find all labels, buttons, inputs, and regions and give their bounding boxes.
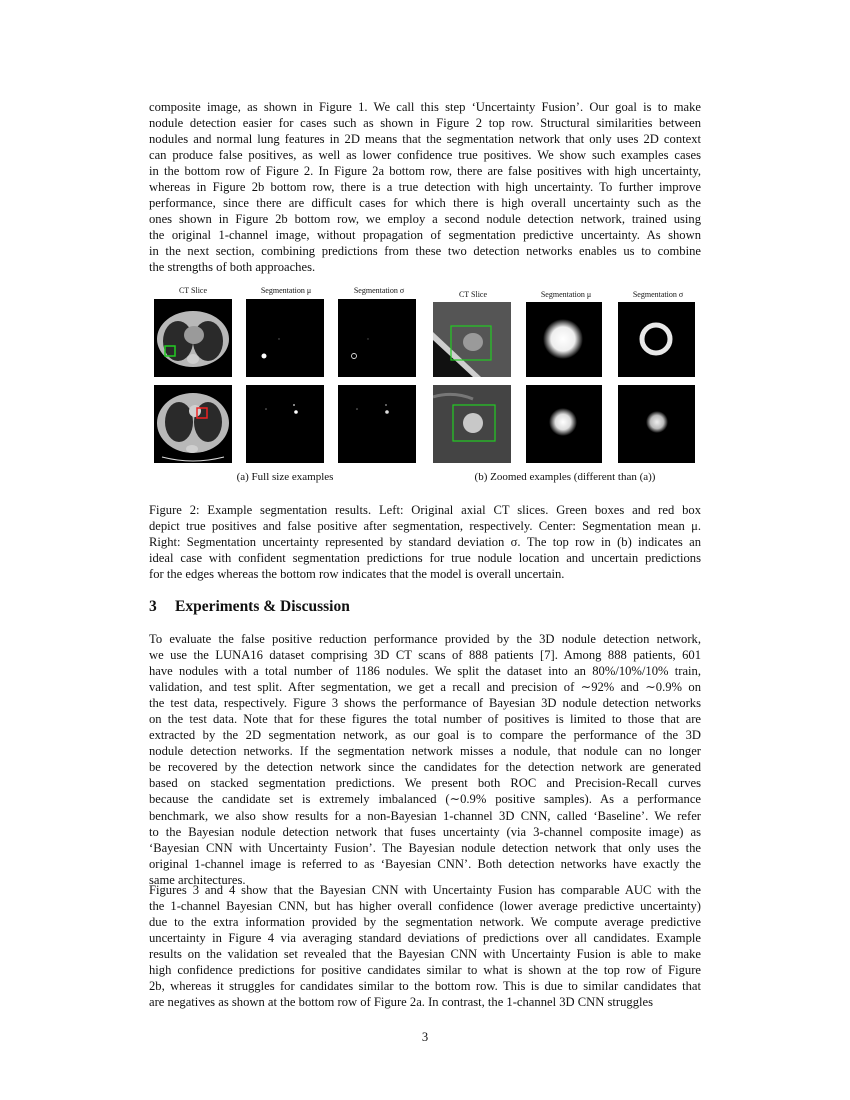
- text-line: Right: Segmentation uncertainty represented by standard deviation σ. The top row in (b) indicates an: [149, 535, 701, 550]
- page-number: 3: [421, 1030, 429, 1044]
- experiments-paragraph-1: [149, 631, 701, 888]
- text-line: ones shown in Figure 2b bottom row, we employ a second nodule detection network, trained using: [149, 212, 701, 227]
- text-line: results on the validation set revealed that the Bayesian CNN with Uncertainty Fusion is able to make: [149, 947, 701, 962]
- text-line: in the bottom row of Figure 2. In Figure 2a bottom row, there are false positives with high uncertainty,: [149, 164, 701, 179]
- fig-a-seg-sigma-bottom: [338, 385, 416, 463]
- fig-a-col-label-sigma: Segmentation σ: [353, 286, 405, 295]
- section-number: 3: [149, 598, 157, 615]
- text-line: same architectures.: [149, 872, 246, 887]
- fig-b-col-label-ct: CT Slice: [458, 290, 488, 299]
- text-line: original 1-channel image is referred to as ‘Bayesian CNN’. Both detection networks have exactly the: [149, 856, 701, 871]
- text-line: to the Bayesian nodule detection network that fuses uncertainty (via 3-channel composite image) as: [149, 824, 701, 839]
- text-line: based on stacked segmentation predictions. We present both ROC and Precision-Recall curves: [149, 776, 701, 791]
- text-line: Figure 2: Example segmentation results. Left: Original axial CT slices. Green boxes and red box: [149, 503, 701, 517]
- fig-a-col-label-mu: Segmentation μ: [260, 286, 312, 295]
- text-line: because the candidate set is extremely imbalanced (∼0.9% positive samples). As a performance: [149, 792, 701, 807]
- fig-a-col-label-ct: CT Slice: [178, 286, 208, 295]
- text-line: the original 1-channel image, without propagation of segmentation predictive uncertainty. As shown: [149, 228, 701, 243]
- text-line: validation, and test split. After segmentation, we get a recall and precision of ∼92% and ∼0.9% on: [149, 680, 701, 695]
- text-line: performance, since there are difficult cases for which there is high overall uncertainty such as the: [149, 196, 701, 211]
- fig-b-seg-sigma-bottom: [618, 385, 695, 463]
- text-line: benchmark, we also show results for a non-Bayesian 1-channel 3D CNN, called ‘Baseline’. We refer: [149, 808, 701, 823]
- text-line: extracted by the 2D segmentation network, as our goal is to compare the performance of the 3D: [149, 728, 701, 743]
- fig-b-ct-slice-bottom: [433, 385, 511, 463]
- section-title: Experiments & Discussion: [175, 598, 350, 615]
- text-line: high confidence predictions for positive candidates similar to what is shown at the top row of Figure: [149, 963, 701, 978]
- fig-b-seg-mu-bottom: [526, 385, 602, 463]
- subcaption-a: (a) Full size examples: [236, 471, 334, 483]
- text-line: composite image, as shown in Figure 1. We call this step ‘Uncertainty Fusion’. Our goal is to make: [149, 100, 701, 114]
- fig-a-ct-slice-top: [154, 299, 232, 377]
- text-line: due to the extra information provided by the segmentation network. We compute average predictive: [149, 915, 701, 930]
- fig-b-seg-mu-top: [526, 302, 602, 377]
- fig-a-seg-sigma-top: [338, 299, 416, 377]
- text-line: uncertainty in Figure 4 via averaging standard deviations of predictions over all candidates. Example: [149, 931, 701, 946]
- fig-a-seg-mu-top: [246, 299, 324, 377]
- text-line: whereas in Figure 2b bottom row, there is a true detection with high uncertainty. To further improve: [149, 180, 701, 195]
- text-line: we use the LUNA16 dataset comprising 3D CT scans of 888 patients [7]. Among 888 patients, 601: [149, 648, 701, 663]
- fig-a-ct-slice-bottom: [154, 385, 232, 463]
- fig-a-seg-mu-bottom: [246, 385, 324, 463]
- text-line: the strengths of both approaches.: [149, 260, 316, 275]
- text-line: nodule detection networks. If the segmentation network misses a nodule, that nodule can no longer: [149, 744, 701, 759]
- subcaption-b: (b) Zoomed examples (different than (a)): [474, 471, 656, 483]
- text-line: nodules and normal lung features in 2D means that the segmentation network that only uses 2D context: [149, 132, 701, 147]
- experiments-paragraph-2: [149, 882, 701, 1010]
- text-line: on the test data. Note that for these figures the total number of positives is limited to those that are: [149, 712, 701, 727]
- text-line: Figures 3 and 4 show that the Bayesian CNN with Uncertainty Fusion has comparable AUC with the: [149, 883, 701, 897]
- text-line: nodule detection easier for cases such as shown in Figure 2 top row. Structural similarities between: [149, 116, 701, 131]
- fig-b-col-label-mu: Segmentation μ: [540, 290, 592, 299]
- figure-caption: [149, 502, 701, 582]
- text-line: the 1-channel Bayesian CNN, but has higher overall confidence (lower average predictive uncertainty): [149, 899, 701, 914]
- text-line: be recovered by the detection network since the candidates for the detection network are generated: [149, 760, 701, 775]
- section-heading: [149, 598, 350, 616]
- text-line: 2b, whereas it struggles for candidates similar to the bottom row. This is due to similar candidates that: [149, 979, 701, 994]
- text-line: To evaluate the false positive reduction performance provided by the 3D nodule detection network,: [149, 632, 701, 646]
- fig-b-seg-sigma-top: [618, 302, 695, 377]
- fig-b-col-label-sigma: Segmentation σ: [632, 290, 684, 299]
- text-line: in the next section, combining predictions from these two detection networks enables us to combine: [149, 244, 701, 259]
- text-line: can produce false positives, as well as lower confidence true positives. We show such examples cases: [149, 148, 701, 163]
- text-line: are negatives as shown at the bottom row of Figure 2a. In contrast, the 1-channel 3D CNN struggles: [149, 995, 653, 1010]
- text-line: have nodules with a total number of 1186 nodules. We split the dataset into an 80%/10%/10% train,: [149, 664, 701, 679]
- intro-paragraph: [149, 99, 701, 276]
- text-line: for the edges whereas the bottom row indicates that the model is overall uncertain.: [149, 567, 565, 582]
- fig-b-ct-slice-top: [433, 302, 511, 377]
- text-line: depict true positives and false positive after segmentation, respectively. Center: Segmentation mean μ.: [149, 519, 701, 534]
- text-line: ideal case with confident segmentation predictions for true nodule location and uncertain predictions: [149, 551, 701, 566]
- text-line: the test data, respectively. Figure 3 shows the performance of Bayesian 3D nodule detection networks: [149, 696, 701, 711]
- text-line: ‘Bayesian CNN with Uncertainty Fusion’. The Bayesian nodule detection network that only uses the: [149, 840, 701, 855]
